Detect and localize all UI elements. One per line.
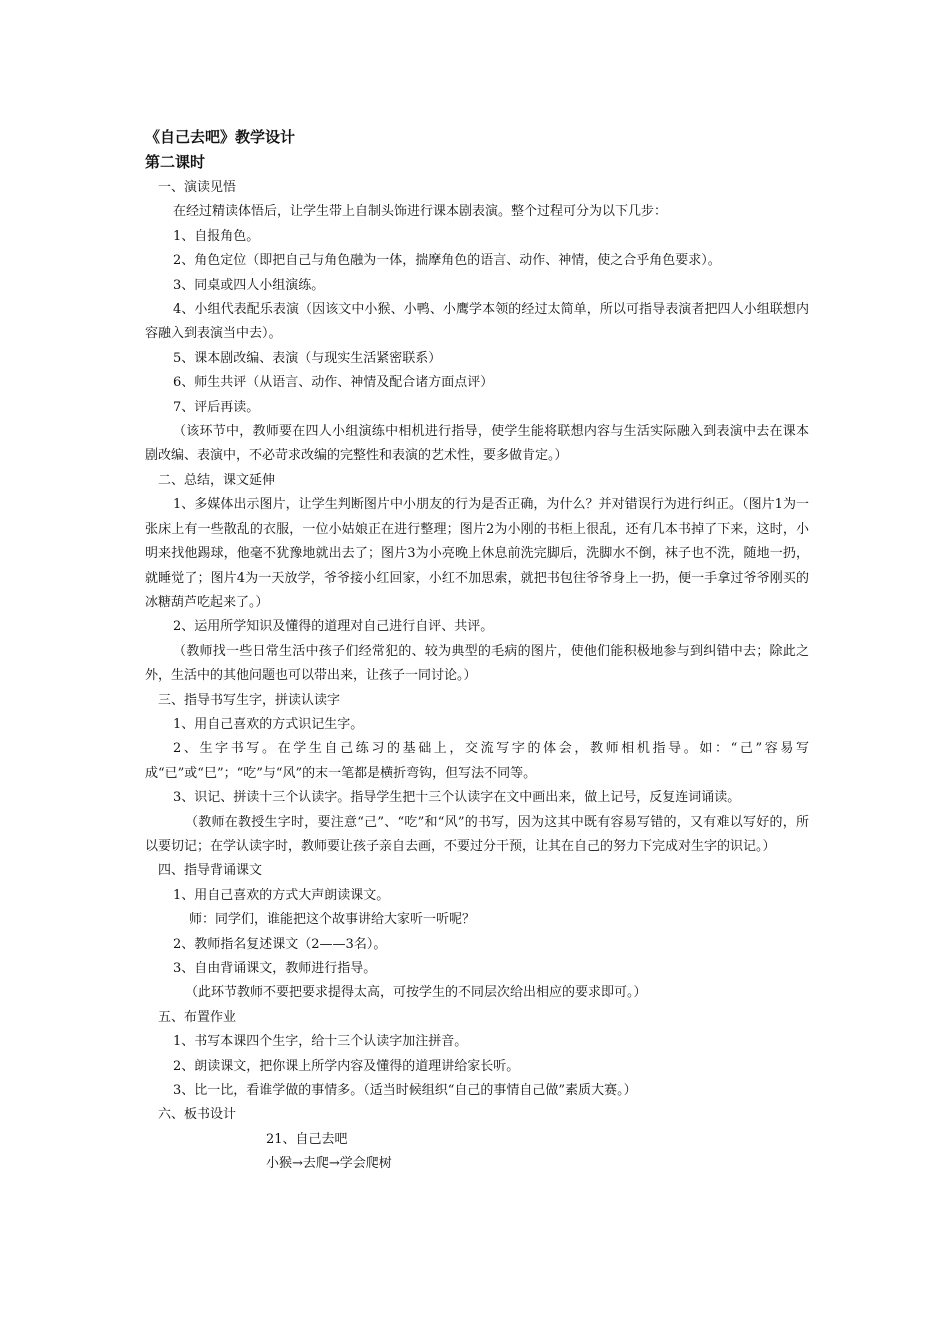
teacher-note: （该环节中，教师要在四人小组演练中相机进行指导，使学生能将联想内容与生活实际融入到表演中去在课本剧改编、表演中，不必苛求改编的完整性和表演的艺术性，要多做肯定。） [145, 424, 809, 464]
section-heading: 六、板书设计 [158, 1107, 237, 1123]
list-item: 2、角色定位（即把自己与角色融为一体，揣摩角色的语言、动作、神情，使之合乎角色要求）。 [173, 253, 721, 269]
list-item: 1、书写本课四个生字，给十三个认读字加注拼音。 [173, 1034, 468, 1050]
list-item: 1、多媒体出示图片，让学生判断图片中小朋友的行为是否正确，为什么？并对错误行为进行纠正。（图片1为一张床上有一些散乱的衣服，一位小姑娘正在进行整理；图片2为小刚的书柜上很乱，还有几本书掉了下来，这时，小明来找他踢球，他毫不犹豫地就出去了；图片3为小亮晚上休息前洗完脚后，洗脚水不倒，袜子也不洗，随地一扔，就睡觉了；图片4为一天放学，爷爷接小红回家，小红不加思索，就把书包往爷爷身上一扔，便一手拿过爷爷刚买的冰糖葫芦吃起来了。） [145, 497, 809, 610]
paragraph: 在经过精读体悟后，让学生带上自制头饰进行课本剧表演。整个过程可分为以下几步： [173, 204, 668, 220]
list-item: 1、用自己喜欢的方式识记生字。 [173, 716, 364, 732]
section-heading: 三、指导书写生字，拼读认读字 [158, 692, 341, 708]
list-item: 1、用自己喜欢的方式大声朗读课文。 [173, 887, 390, 903]
teacher-note: （教师在教授生字时，要注意“己”、“吃”和“风”的书写，因为这其中既有容易写错的，又有难以写好的，所以要切记；在学认读字时，教师要让孩子亲自去画，不要过分干预，让其在自己的努力下完成对生字的识记。） [145, 814, 809, 854]
list-item: 7、评后再读。 [173, 399, 260, 415]
list-item: 3、识记、拼读十三个认读字。指导学生把十三个认读字在文中画出来，做上记号，反复连词诵读。 [173, 790, 741, 806]
list-item: 2、运用所学知识及懂得的道理对自己进行自评、共评。 [173, 619, 494, 635]
list-item: 3、同桌或四人小组演练。 [173, 277, 325, 293]
dialogue-line: 师：同学们，谁能把这个故事讲给大家听一听呢？ [189, 912, 476, 928]
list-item: 2、教师指名复述课文（2——3名）。 [173, 936, 387, 952]
board-design-line: 小猴→去爬→学会爬树 [266, 1156, 392, 1172]
document-title: 《自己去吧》教学设计 [145, 128, 296, 146]
teacher-note: （此环节教师不要把要求提得太高，可按学生的不同层次给出相应的要求即可。） [185, 985, 647, 1001]
board-design-title: 21、自己去吧 [266, 1131, 348, 1147]
list-item: 6、师生共评（从语言、动作、神情及配合诸方面点评） [173, 375, 494, 391]
document-body [145, 176, 809, 1177]
list-item: 2、生字书写。在学生自己练习的基础上，交流写字的体会，教师相机指导。如：“己”容易写成“已”或“巳”；“吃”与“风”的末一笔都是横折弯钩，但写法不同等。 [145, 741, 809, 781]
lesson-subtitle: 第二课时 [145, 153, 206, 171]
list-item: 4、小组代表配乐表演（因该文中小猴、小鸭、小鹰学本领的经过太简单，所以可指导表演者把四人小组联想内容融入到表演当中去）。 [145, 302, 809, 342]
section-heading: 一、演读见悟 [158, 180, 237, 195]
list-item: 5、课本剧改编、表演（与现实生活紧密联系） [173, 350, 442, 366]
list-item: 3、自由背诵课文，教师进行指导。 [173, 961, 377, 976]
section-heading: 五、布置作业 [158, 1009, 237, 1025]
section-heading: 二、总结，课文延伸 [158, 472, 276, 488]
section-heading: 四、指导背诵课文 [158, 863, 263, 879]
list-item: 3、比一比，看谁学做的事情多。（适当时候组织“自己的事情自己做”素质大赛。） [173, 1083, 637, 1099]
teacher-note: （教师找一些日常生活中孩子们经常犯的、较为典型的毛病的图片，使他们能积极地参与到纠错中去；除此之外，生活中的其他问题也可以带出来，让孩子一同讨论。） [145, 643, 809, 684]
list-item: 2、朗读课文，把你课上所学内容及懂得的道理讲给家长听。 [173, 1058, 520, 1074]
list-item: 1、自报角色。 [173, 228, 260, 244]
